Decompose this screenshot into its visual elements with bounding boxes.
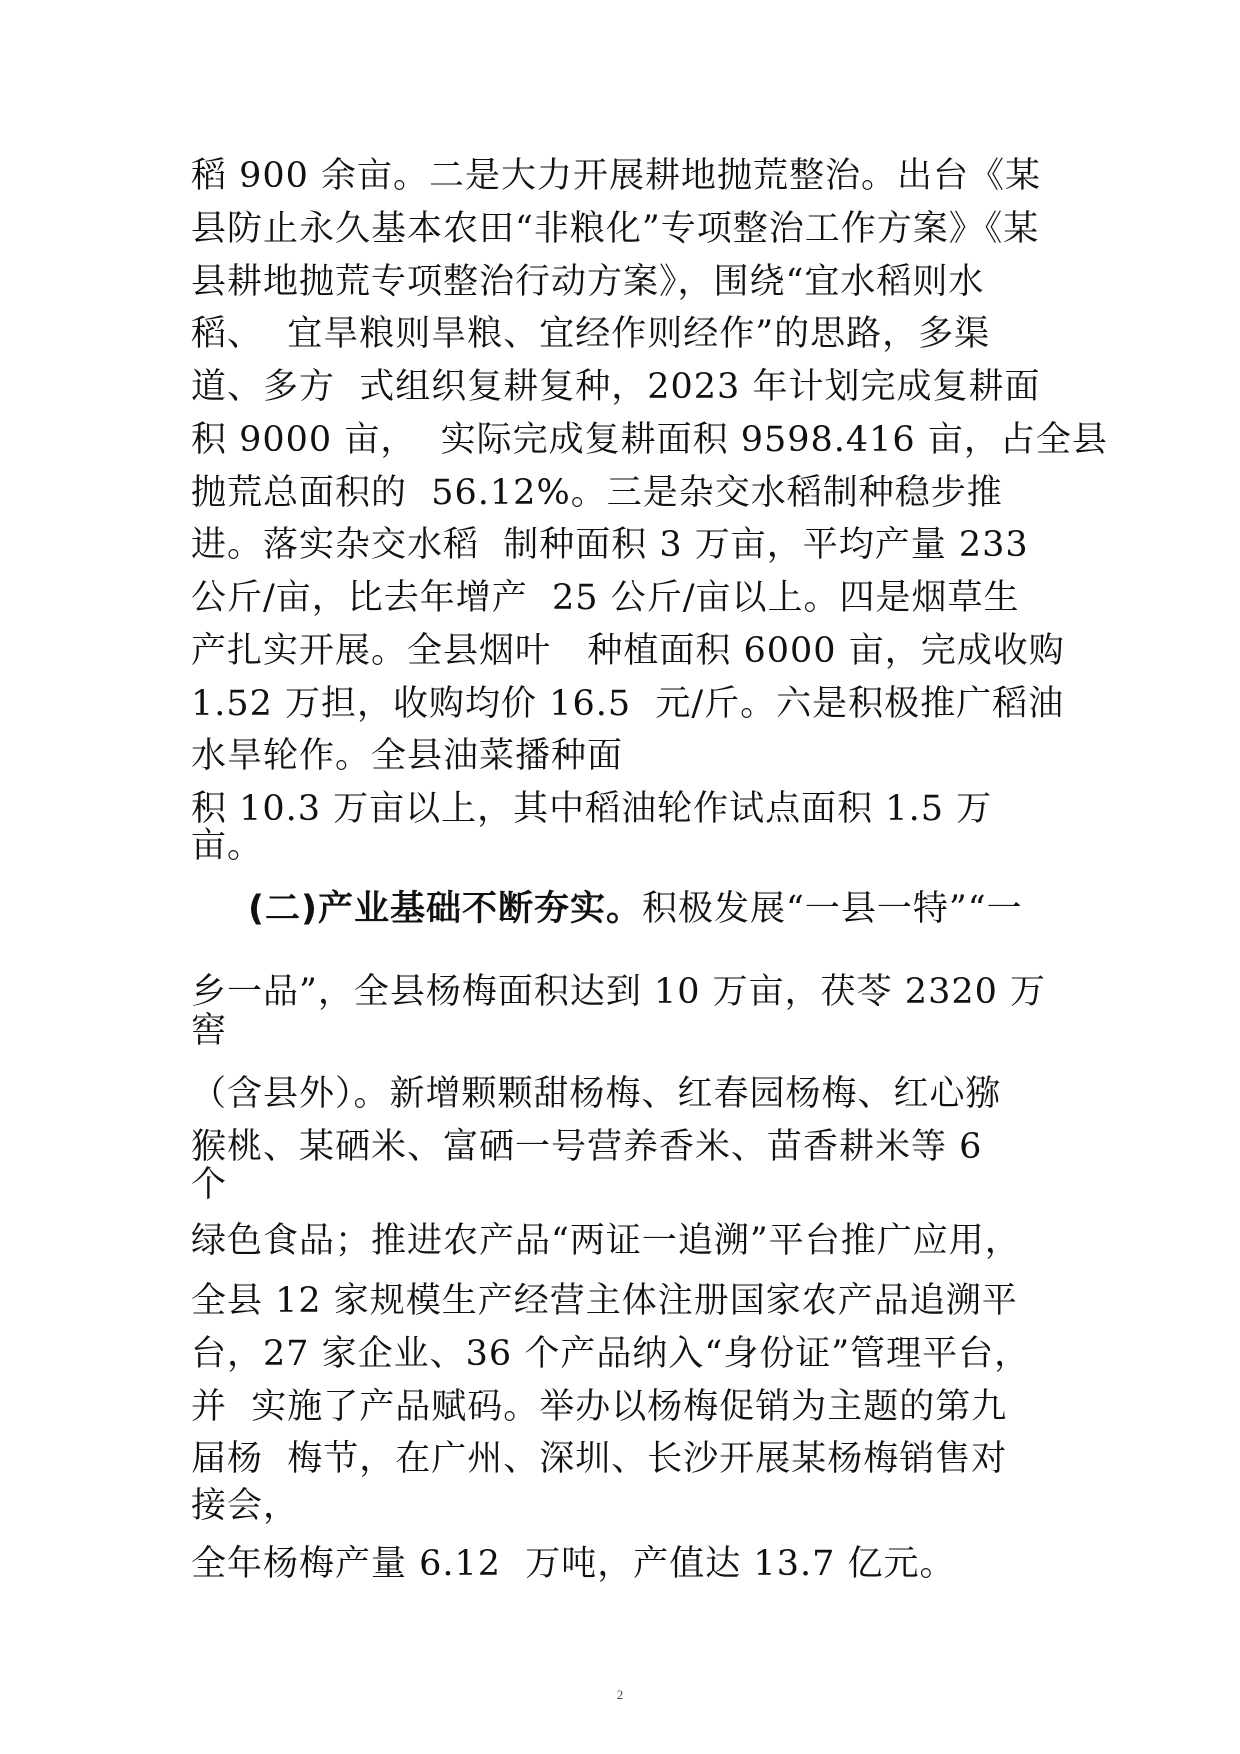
- section-line-7: 全县 12 家规模生产经营主体注册国家农产品追溯平: [191, 1281, 1018, 1321]
- body-line-13: 积 10.3 万亩以上，其中稻油轮作试点面积 1.5 万: [191, 789, 993, 829]
- page-number: 2: [616, 1687, 624, 1702]
- body-line-8: 进。落实杂交水稻 制种面积 3 万亩，平均产量 233: [191, 525, 1029, 565]
- body-line-12: 水旱轮作。全县油菜播种面: [191, 736, 624, 776]
- section-line-10: 届杨 梅节，在广州、深圳、长沙开展某杨梅销售对: [191, 1439, 1008, 1479]
- section-line-6: 绿色食品；推进农产品“两证一追溯”平台推广应用，: [191, 1221, 1021, 1261]
- section-line-4: 猴桃、某硒米、富硒一号营养香米、苗香耕米等 6: [191, 1127, 983, 1167]
- body-line-4: 稻、 宜旱粮则旱粮、宜经作则经作”的思路，多渠: [191, 314, 991, 354]
- section-line-9: 并 实施了产品赋码。举办以杨梅促销为主题的第九: [191, 1387, 1008, 1427]
- body-line-9: 公斤/亩，比去年增产 25 公斤/亩以上。四是烟草生: [191, 578, 1020, 618]
- body-line-5: 道、多方 式组织复耕复种，2023 年计划完成复耕面: [191, 367, 1041, 407]
- section-heading: (二)产业基础不断夯实。: [248, 889, 642, 929]
- body-line-10: 产扎实开展。全县烟叶 种植面积 6000 亩，完成收购: [191, 631, 1065, 671]
- section-first-line: [248, 888, 1023, 930]
- section-line-1: 乡一品”，全县杨梅面积达到 10 万亩，茯苓 2320 万: [191, 972, 1047, 1012]
- section-line-11: 接会，: [191, 1486, 300, 1526]
- body-line-7: 抛荒总面积的 56.12%。三是杂交水稻制种稳步推: [191, 473, 1003, 513]
- section-first-line-rest: 积极发展“一县一特”“一: [642, 889, 1023, 929]
- body-line-14: 亩。: [191, 826, 264, 866]
- section-line-5: 个: [191, 1165, 228, 1205]
- body-line-2: 县防止永久基本农田“非粮化”专项整治工作方案》《某: [191, 209, 1040, 249]
- body-line-6: 积 9000 亩， 实际完成复耕面积 9598.416 亩，占全县: [191, 420, 1108, 460]
- body-line-3: 县耕地抛荒专项整治行动方案》，围绕“宜水稻则水: [191, 262, 985, 302]
- section-line-12: 全年杨梅产量 6.12 万吨，产值达 13.7 亿元。: [191, 1544, 956, 1584]
- body-line-1: 稻 900 余亩。二是大力开展耕地抛荒整治。出台《某: [191, 156, 1042, 196]
- section-line-3: （含县外）。新增颗颗甜杨梅、红春园杨梅、红心猕: [191, 1074, 1002, 1114]
- section-line-8: 台，27 家企业、36 个产品纳入“身份证”管理平台，: [191, 1334, 1031, 1374]
- body-line-11: 1.52 万担，收购均价 16.5 元/斤。六是积极推广稻油: [191, 684, 1065, 724]
- section-line-2: 窖: [191, 1011, 228, 1051]
